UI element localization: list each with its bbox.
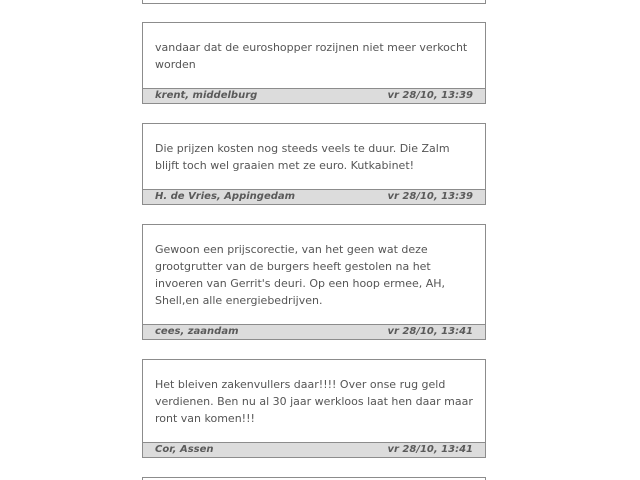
comment-timestamp: vr 28/10, 13:41 — [387, 326, 473, 337]
comment-footer — [143, 1, 485, 3]
comment-footer — [143, 442, 485, 457]
comment-card — [142, 123, 486, 205]
comment-text: Gewoon een prijscorectie, van het geen wat deze grootgrutter van de burgers heeft gestolen na het invoeren van Gerrit's deuri. Op een hoop ermee, AH, Shell,en alle energiebedrijven. — [155, 243, 446, 307]
comment-text: vandaar dat de euroshopper rozijnen niet meer verkocht worden — [155, 41, 468, 71]
comment-card — [142, 359, 486, 458]
comment-text: Het bleiven zakenvullers daar!!!! Over onse rug geld verdienen. Ben nu al 30 jaar werkloos laat hen daar maar ront van komen!!! — [155, 378, 473, 425]
comment-author: Cor, Assen — [155, 444, 214, 455]
comment-timestamp: vr 28/10, 13:41 — [387, 444, 473, 455]
comment-author: krent, middelburg — [155, 90, 258, 101]
comment-footer — [143, 88, 485, 103]
comment-footer — [143, 324, 485, 339]
comment-card — [142, 22, 486, 104]
comment-timestamp: vr 28/10, 13:39 — [387, 191, 473, 202]
comment-author: cees, zaandam — [155, 326, 239, 337]
comment-timestamp: vr 28/10, 13:39 — [387, 90, 473, 101]
comment-author: H. de Vries, Appingedam — [155, 191, 296, 202]
comment-card — [142, 0, 486, 4]
comment-text: Die prijzen kosten nog steeds veels te duur. Die Zalm blijft toch wel graaien met ze euro. Kutkabinet! — [155, 142, 450, 172]
comment-card — [142, 224, 486, 340]
comment-footer — [143, 189, 485, 204]
